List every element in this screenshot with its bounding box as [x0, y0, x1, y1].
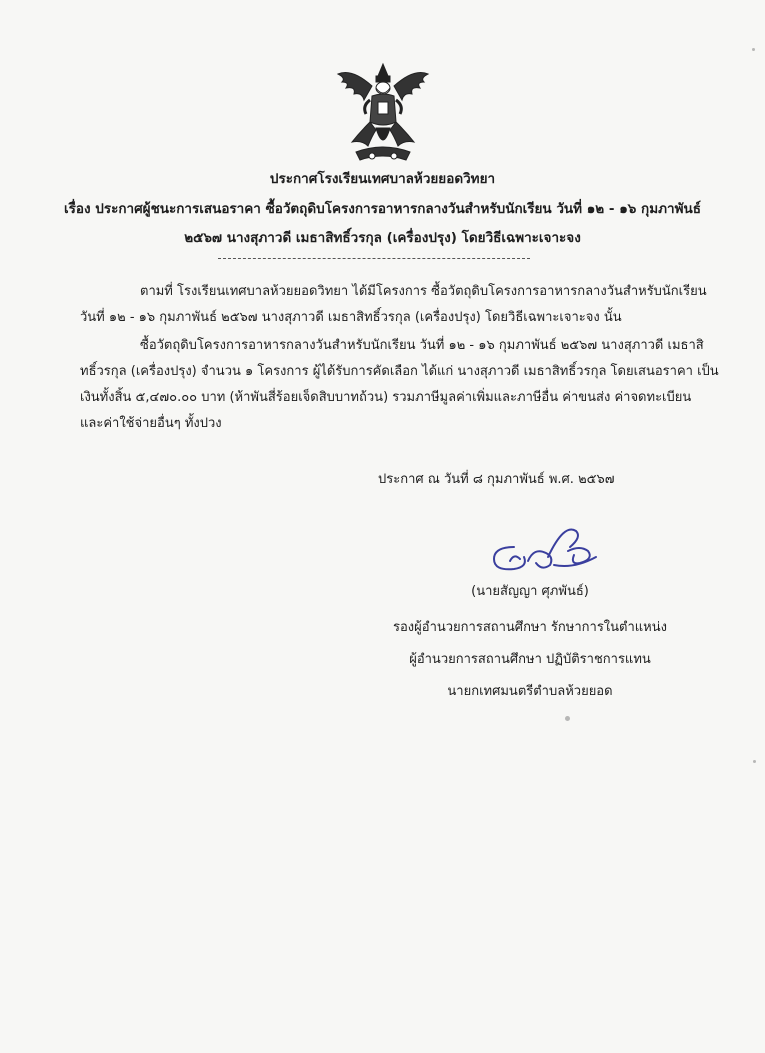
paragraph-2-line-2: ทธิ์วรกุล (เครื่องปรุง) จำนวน ๑ โครงการ ผู้ได้รับการคัดเลือก ได้แก่ นางสุภาวดี เมธาสิทธิ์วรกุล โดยเสนอราคา เป็น	[80, 364, 719, 379]
signatory-name: (นายสัญญา ศุภพันธ์)	[471, 584, 589, 599]
signatory-position-1: รองผู้อำนวยการสถานศึกษา รักษาการในตำแหน่ง	[393, 620, 667, 635]
handwritten-signature	[484, 517, 602, 577]
garuda-emblem-icon	[332, 56, 434, 166]
paragraph-2-line-1: ซื้อวัตถุดิบโครงการอาหารกลางวันสำหรับนักเรียน วันที่ ๑๒ - ๑๖ กุมภาพันธ์ ๒๕๖๗ นางสุภาวดี เมธาสิ	[140, 338, 704, 353]
paragraph-1-line-1: ตามที่ โรงเรียนเทศบาลห้วยยอดวิทยา ได้มีโครงการ ซื้อวัตถุดิบโครงการอาหารกลางวันสำหรับนักเรียน	[140, 284, 707, 299]
paragraph-1-line-2: วันที่ ๑๒ - ๑๖ กุมภาพันธ์ ๒๕๖๗ นางสุภาวดี เมธาสิทธิ์วรกุล (เครื่องปรุง) โดยวิธีเฉพาะเจาะจง นั้น	[80, 310, 622, 325]
document-title: ประกาศโรงเรียนเทศบาลห้วยยอดวิทยา	[269, 171, 496, 187]
scan-speck	[565, 716, 570, 721]
announcement-date: ประกาศ ณ วันที่ ๘ กุมภาพันธ์ พ.ศ. ๒๕๖๗	[378, 472, 615, 487]
separator-line	[218, 258, 530, 259]
subject-line-2: ๒๕๖๗ นางสุภาวดี เมธาสิทธิ์วรกุล (เครื่องปรุง) โดยวิธีเฉพาะเจาะจง	[184, 230, 581, 246]
signatory-position-2: ผู้อำนวยการสถานศึกษา ปฏิบัติราชการแทน	[409, 652, 651, 667]
scan-speck	[753, 760, 756, 763]
subject-line-1: เรื่อง ประกาศผู้ชนะการเสนอราคา ซื้อวัตถุดิบโครงการอาหารกลางวันสำหรับนักเรียน วันที่ ๑๒ - ๑๖ กุมภาพันธ์	[64, 201, 701, 217]
paragraph-2-line-3: เงินทั้งสิ้น ๕,๔๗๐.๐๐ บาท (ห้าพันสี่ร้อยเจ็ดสิบบาทถ้วน) รวมภาษีมูลค่าเพิ่มและภาษีอื่น ค่าขนส่ง ค่าจดทะเบียน	[80, 390, 692, 405]
signatory-position-3: นายกเทศมนตรีตำบลห้วยยอด	[447, 684, 613, 699]
scan-speck	[752, 48, 755, 51]
paragraph-2-line-4: และค่าใช้จ่ายอื่นๆ ทั้งปวง	[80, 416, 222, 431]
